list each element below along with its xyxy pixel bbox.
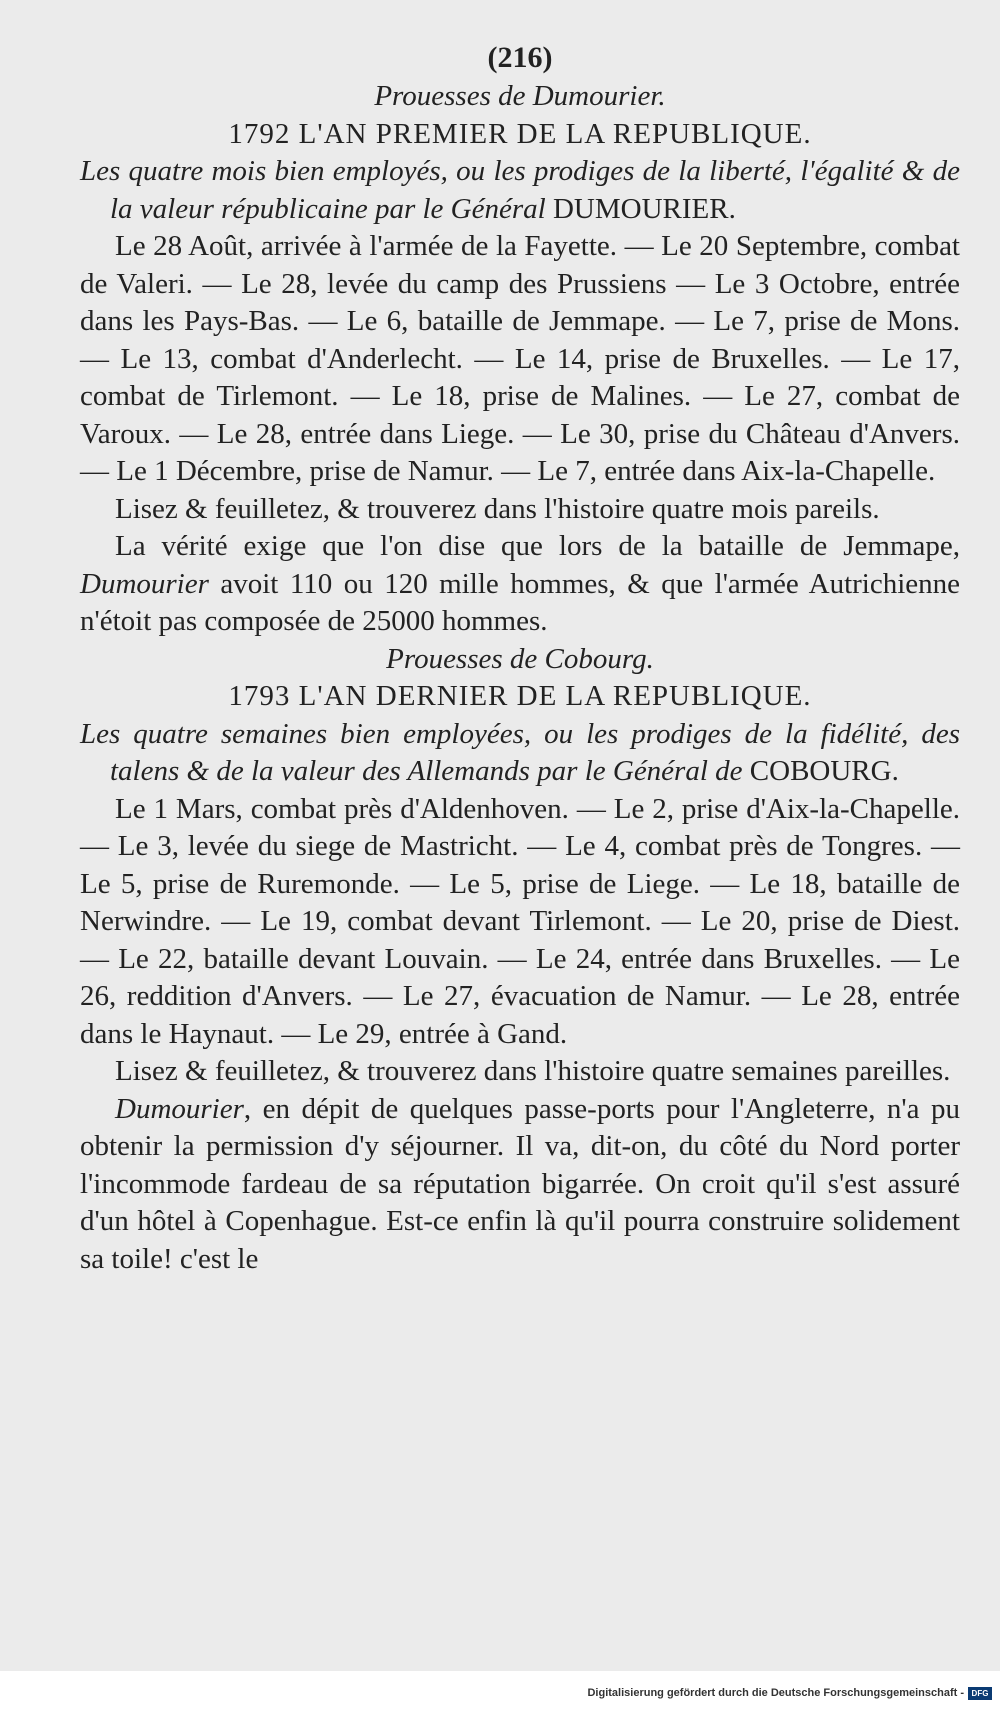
section2-chronology: Le 1 Mars, combat près d'Aldenhoven. — Le 2, prise d'Aix-la-Chapelle. — Le 3, levée du siege de Mastricht. — Le 4, combat près de Tongres. — Le 5, prise de Ruremonde. — Le 5, prise de Liege. — Le 18, bataille de Nerwindre. — Le 19, combat devant Tirlemont. — Le 20, prise de Diest. — Le 22, bataille devant Louvain. — Le 24, entrée dans Bruxelles. — Le 26, reddition d'Anvers. — Le 27, évacuation de Namur. — Le 28, entrée dans le Haynaut. — Le 29, entrée à Gand. — [80, 792, 960, 1050]
section2-subtitle-text: Les quatre semaines bien employées, ou les prodiges de la fidélité, des talens & de la valeur des Allemands par le Général de — [80, 717, 960, 787]
section2-dumourier-rest: , en dépit de quelques passe-ports pour l'Angleterre, n'a pu obtenir la permission d'y séjourner. Il va, dit-on, du côté du Nord porter l'incommode fardeau de sa réputation bigarrée. On croit qu'il s'est assuré d'un hôtel à Copenhague. Est-ce enfin là qu'il pourra construire solidement sa toile! c'est le — [80, 1092, 960, 1275]
section1-truth-lead: La vérité exige que l'on dise que lors de la bataille de Jemmape, — [115, 530, 960, 562]
section2-dumourier-paragraph — [80, 1091, 960, 1279]
section2-subtitle-name: COBOURG. — [749, 755, 899, 787]
section2-heading: Prouesses de Cobourg. — [386, 642, 654, 675]
page-number: (216) — [487, 41, 553, 74]
section1-heading: Prouesses de Dumourier. — [374, 80, 666, 112]
section1-remark: Lisez & feuilletez, & trouverez dans l'histoire quatre mois pareils. — [115, 492, 880, 525]
digitization-footer — [0, 1671, 1000, 1711]
section1-subtitle-name: DUMOURIER. — [552, 192, 736, 225]
page-text — [80, 38, 960, 1278]
section1-truth-paragraph — [80, 528, 960, 641]
section1-year-title: 1792 L'AN PREMIER DE LA REPUBLIQUE. — [228, 117, 812, 150]
section2-remark: Lisez & feuilletez, & trouverez dans l'histoire quatre semaines pareilles. — [115, 1055, 951, 1087]
section2-year-title: 1793 L'AN DERNIER DE LA REPUBLIQUE. — [228, 680, 812, 712]
section2-subtitle — [80, 716, 960, 791]
section1-truth-rest: avoit 110 ou 120 mille hommes, & que l'armée Autrichienne n'étoit pas composée de 25000 hommes. — [80, 567, 961, 637]
section1-chronology: Le 28 Août, arrivée à l'armée de la Fayette. — Le 20 Septembre, combat de Valeri. — Le 28, levée du camp des Prussiens — Le 3 Octobre, entrée dans les Pays-Bas. — Le 6, bataille de Jemmape. — Le 7, prise de Mons. — Le 13, combat d'Anderlecht. — Le 14, prise de Bruxelles. — Le 17, combat de Tirlemont. — Le 18, prise de Malines. — Le 27, combat de Varoux. — Le 28, entrée dans Liege. — Le 30, prise du Château d'Anvers. — Le 1 Décembre, prise de Namur. — Le 7, entrée dans Aix-la-Chapelle. — [80, 230, 960, 487]
section1-subtitle — [80, 153, 960, 228]
section2-dumourier-name: Dumourier — [115, 1092, 244, 1125]
dfg-logo: DFG — [968, 1687, 992, 1700]
funding-credit: Digitalisierung gefördert durch die Deutsche Forschungsgemeinschaft - — [587, 1687, 964, 1699]
section1-truth-name: Dumourier — [80, 567, 209, 600]
section1-subtitle-text: Les quatre mois bien employés, ou les prodiges de la liberté, l'égalité & de la valeur républicaine par le Général — [80, 155, 960, 225]
